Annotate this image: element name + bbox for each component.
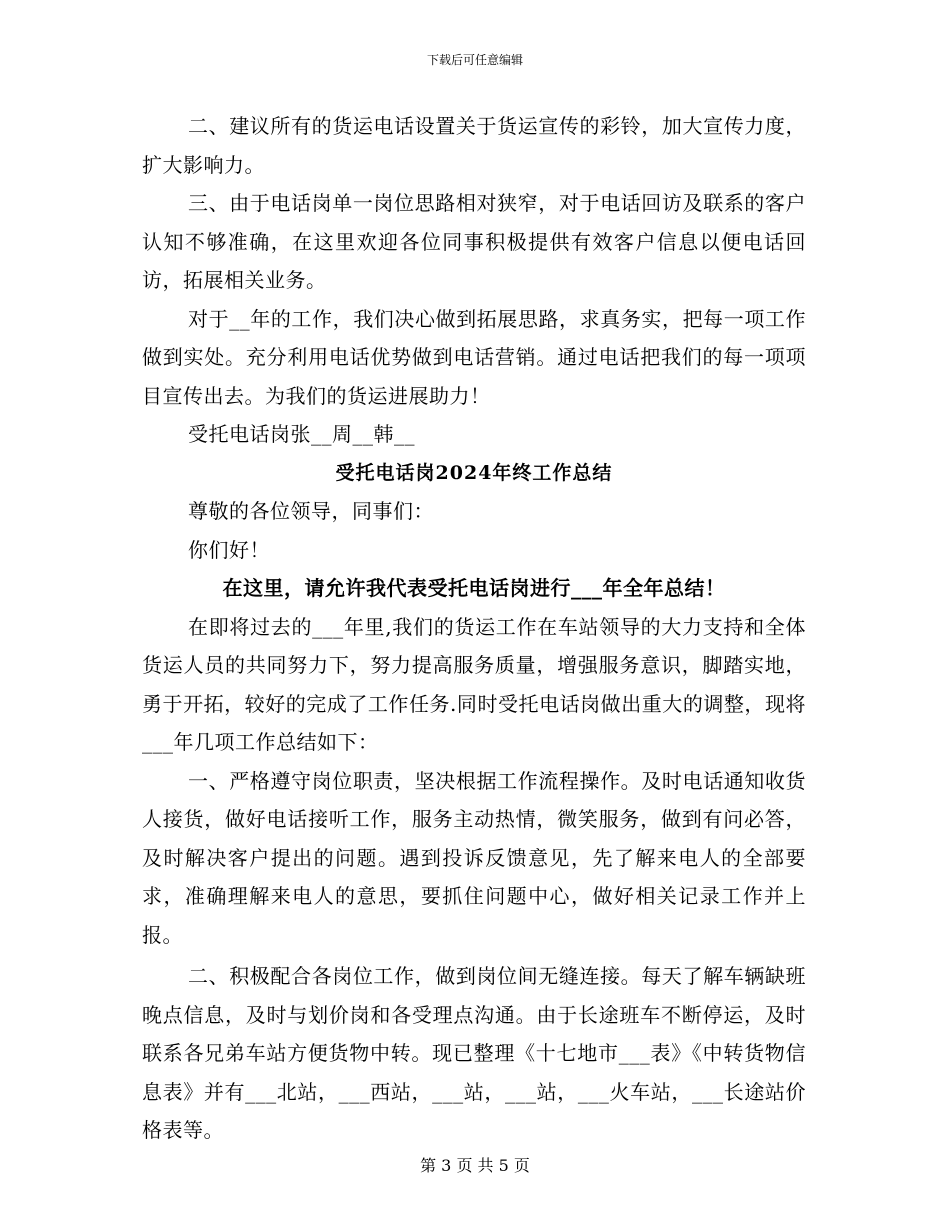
document-title: 受托电话岗2024年终工作总结 (335, 461, 613, 484)
paragraph-cooperation: 二、积极配合各岗位工作，做到岗位间无缝连接。每天了解车辆缺班晚点信息，及时与划价岗和各受理点沟通。由于长途班车不断停运，及时联系各兄弟车站方便货物中转。现已整理《十七地市___表》《中转货物信息表》并有___北站，___西站，___站，___站，___火车站，___长途站价格表等。 (142, 964, 806, 1142)
summary-subtitle: 在这里，请允许我代表受托电话岗进行___年全年总结！ (222, 576, 726, 600)
paragraph-customer-info: 三、由于电话岗单一岗位思路相对狭窄，对于电话回访及联系的客户认知不够准确，在这里欢迎各位同事积极提供有效客户信息以便电话回访，拓展相关业务。 (142, 191, 806, 292)
paragraph-intro: 在即将过去的___年里,我们的货运工作在车站领导的大力支持和全体货运人员的共同努力下，努力提高服务质量，增强服务意识，脚踏实地，勇于开拓，较好的完成了工作任务.同时受托电话岗做出重大的调整，现将___年几项工作总结如下： (142, 614, 806, 754)
paragraph-work-plan: 对于__年的工作，我们决心做到拓展思路，求真务实，把每一项工作做到实处。充分利用电话优势做到电话营销。通过电话把我们的每一项项目宣传出去。为我们的货运进展助力！ (142, 306, 806, 408)
page-header: 下载后可任意编辑 (426, 53, 523, 67)
paragraph-suggestion-ringtone: 二、建议所有的货运电话设置关于货运宣传的彩铃，加大宣传力度，扩大影响力。 (142, 114, 806, 177)
hello-line: 你们好！ (188, 537, 270, 562)
document-body (142, 107, 806, 1150)
paragraph-duty: 一、严格遵守岗位职责，坚决根据工作流程操作。及时电话通知收货人接货，做好电话接听工作，服务主动热情，微笑服务，做到有问必答，及时解决客户提出的问题。遇到投诉反馈意见，先了解来电人的全部要求，准确理解来电人的意思，要抓住问题中心，做好相关记录工作并上报。 (142, 768, 806, 947)
signature-line: 受托电话岗张__周__韩__ (188, 422, 415, 446)
page-number: 第 3 页 共 5 页 (420, 1156, 530, 1175)
greeting-line: 尊敬的各位领导，同事们： (188, 499, 434, 523)
